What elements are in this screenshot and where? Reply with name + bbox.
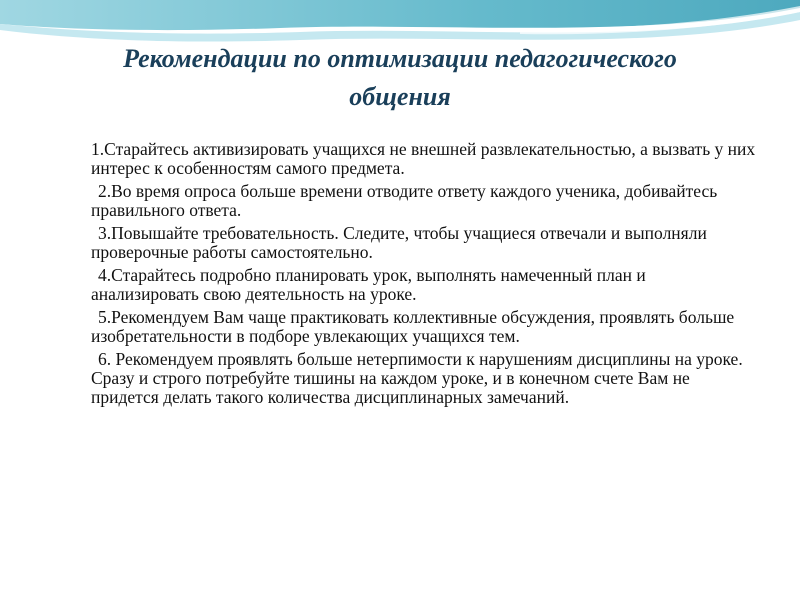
list-item: 2.Во время опроса больше времени отводите ответу каждого ученика, добивайтесь правильного ответа. xyxy=(91,181,718,220)
list-item: 3.Повышайте требовательность. Следите, чтобы учащиеся отвечали и выполняли проверочные работы самостоятельно. xyxy=(91,223,707,262)
title-line-1: Рекомендации по оптимизации педагогического xyxy=(123,44,677,73)
list-item: 6. Рекомендуем проявлять больше нетерпимости к нарушениям дисциплины на уроке. Сразу и строго потребуйте тишины на каждом уроке, и в конечном счете Вам не придется делать такого количества дисциплинарных замечаний. xyxy=(91,349,743,407)
title-line-2: общения xyxy=(349,82,451,111)
slide-title xyxy=(40,40,760,116)
recommendations-list xyxy=(91,140,756,411)
list-item: 5.Рекомендуем Вам чаще практиковать коллективные обсуждения, проявлять больше изобретательности в подборе увлекающих учащихся тем. xyxy=(91,307,735,346)
list-item: 1.Старайтесь активизировать учащихся не внешней развлекательностью, а вызвать у них интерес к особенностям самого предмета. xyxy=(91,139,756,178)
list-item: 4.Старайтесь подробно планировать урок, выполнять намеченный план и анализировать свою деятельность на уроке. xyxy=(91,265,646,304)
